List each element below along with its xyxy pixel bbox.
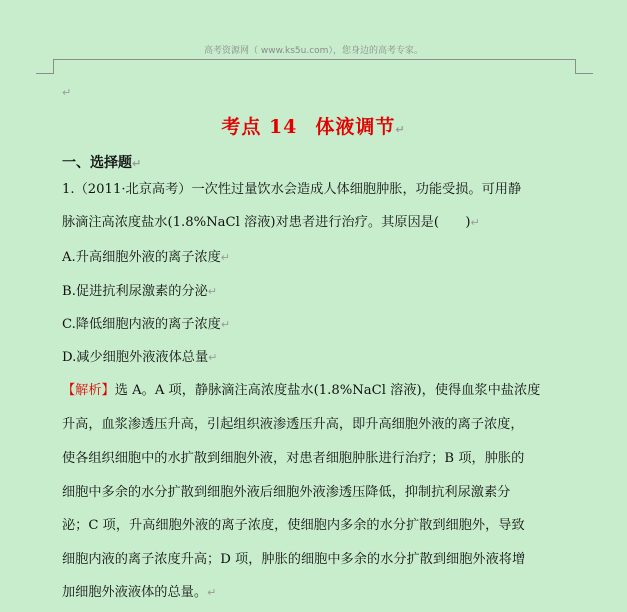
option-c	[62, 316, 230, 334]
analysis-line-2	[62, 416, 524, 434]
paragraph-mark: ↵	[207, 285, 217, 298]
margin-corner-left	[36, 59, 54, 74]
analysis-line-1	[62, 382, 540, 400]
title-topic-number: 考点 14	[221, 116, 298, 138]
option-text: D.减少细胞外液液体总量	[62, 350, 209, 365]
analysis-text: 泌；C 项，升高细胞外液的离子浓度，使细胞内多余的水分扩散到细胞外，导致	[62, 518, 525, 533]
title-topic-name: 体液调节	[315, 116, 396, 138]
analysis-text: 升高，血浆渗透压升高，引起组织液渗透压升高，即升高细胞外液的离子浓度，	[62, 417, 524, 432]
page-title	[0, 112, 627, 139]
paragraph-mark: ↵	[220, 318, 231, 331]
paragraph-mark: ↵	[470, 216, 480, 229]
margin-corner-right	[575, 59, 593, 74]
analysis-text: 细胞内液的离子浓度升高；D 项，肿胀的细胞中多余的水分扩散到细胞外液将增	[62, 552, 526, 567]
option-text: A.升高细胞外液的离子浓度	[62, 250, 221, 265]
analysis-line-5	[62, 517, 525, 535]
analysis-text: 使各组织细胞中的水扩散到细胞外液，对患者细胞肿胀进行治疗；B 项，肿胀的	[62, 451, 525, 466]
option-b	[62, 283, 217, 301]
analysis-line-4	[62, 484, 510, 502]
question-text: 1.（2011·北京高考）一次性过量饮水会造成人体细胞肿胀，功能受损。可用静	[62, 182, 522, 197]
section-heading-text: 一、选择题	[62, 155, 132, 171]
analysis-line-7	[62, 584, 216, 602]
question-line-2	[62, 214, 480, 232]
section-heading	[62, 152, 141, 172]
analysis-text: 选 A。A 项，静脉滴注高浓度盐水(1.8%NaCl 溶液)，使得血浆中盐浓度	[114, 383, 541, 398]
paragraph-mark: ↵	[62, 86, 72, 99]
option-a	[62, 249, 230, 267]
page-header-text: 高考资源网（ www.ks5u.com），您身边的高考专家。	[204, 46, 423, 56]
analysis-text: 加细胞外液液体的总量。	[62, 585, 208, 600]
header-rule	[53, 59, 575, 60]
option-text: B.促进抗利尿激素的分泌	[62, 284, 208, 299]
paragraph-mark: ↵	[208, 351, 218, 364]
analysis-text: 细胞中多余的水分扩散到细胞外液后细胞外液渗透压降低，抑制抗利尿激素分	[62, 485, 511, 500]
option-text: C.降低细胞内液的离子浓度	[62, 317, 221, 332]
analysis-label: 【解析】	[62, 383, 115, 398]
analysis-line-6	[62, 551, 525, 569]
paragraph-mark: ↵	[220, 251, 230, 264]
question-line-1	[62, 181, 521, 199]
option-d	[62, 349, 217, 367]
question-text: 脉滴注高浓度盐水(1.8%NaCl 溶液)对患者进行治疗。其原因是( )	[62, 215, 471, 230]
analysis-line-3	[62, 450, 524, 468]
paragraph-mark: ↵	[207, 586, 217, 599]
paragraph-mark: ↵	[132, 157, 142, 170]
paragraph-mark: ↵	[395, 123, 406, 136]
